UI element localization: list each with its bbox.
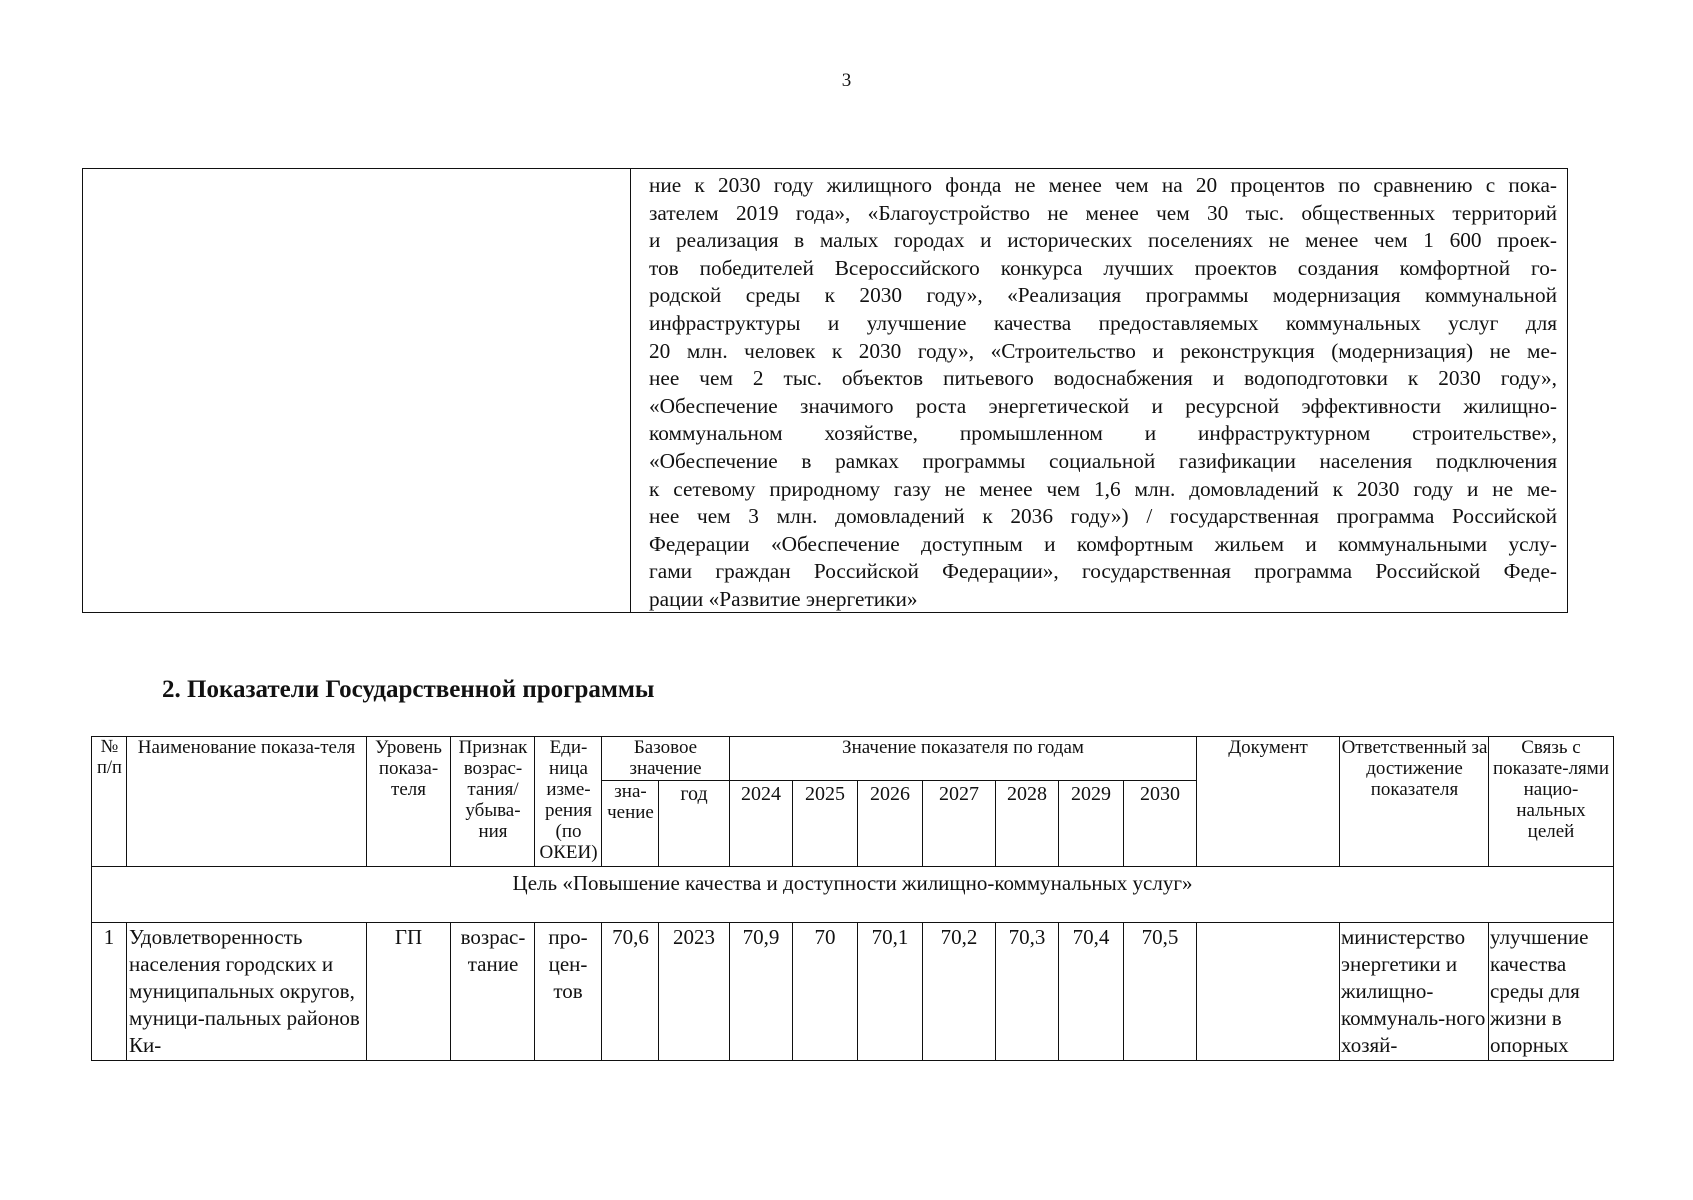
goal-row: Цель «Повышение качества и доступности жилищно-коммунальных услуг» — [92, 867, 1614, 923]
header-link: Связь с показате-лями нацио-нальных целей — [1489, 737, 1614, 867]
header-year: 2025 — [793, 781, 858, 867]
text-line: зателем 2019 года», «Благоустройство не менее чем 30 тыс. общественных территорий — [649, 200, 1557, 225]
text-line: Федерации «Обеспечение доступным и комфортным жильем и коммунальными услу- — [649, 531, 1557, 556]
header-responsible: Ответственный за достижение показателя — [1340, 737, 1489, 867]
row-num: 1 — [92, 923, 127, 1061]
header-year: 2024 — [730, 781, 793, 867]
row-link: улучшение качества среды для жизни в опорных — [1489, 923, 1614, 1061]
text-line: «Обеспечение значимого роста энергетической и ресурсной эффективности жилищно- — [649, 393, 1557, 418]
header-year: 2027 — [923, 781, 996, 867]
text-line: тов победителей Всероссийского конкурса лучших проектов создания комфортной го- — [649, 255, 1557, 280]
row-value-2027: 70,2 — [923, 923, 996, 1061]
text-line: ние к 2030 году жилищного фонда не менее чем на 20 процентов по сравнению с пока- — [649, 173, 1557, 197]
row-value-2028: 70,3 — [996, 923, 1059, 1061]
header-year: 2026 — [858, 781, 923, 867]
section-title: 2. Показатели Государственной программы — [162, 676, 655, 703]
header-unit: Еди-ница изме-рения (по ОКЕИ) — [535, 737, 602, 867]
header-trend: Признак возрас-тания/ убыва-ния — [451, 737, 535, 867]
row-value-2030: 70,5 — [1124, 923, 1197, 1061]
header-base-value: зна-чение — [602, 781, 659, 867]
row-trend: возрас-тание — [451, 923, 535, 1061]
row-document — [1197, 923, 1340, 1061]
row-name: Удовлетворенность населения городских и муниципальных округов, муници-пальных районов Ки- — [127, 923, 367, 1061]
row-value-2026: 70,1 — [858, 923, 923, 1061]
header-base: Базовое значение — [602, 737, 730, 781]
page-number: 3 — [841, 70, 852, 91]
row-value-2024: 70,9 — [730, 923, 793, 1061]
header-values-by-year: Значение показателя по годам — [730, 737, 1197, 781]
text-line: гами граждан Российской Федерации», государственная программа Российской Феде- — [649, 559, 1557, 584]
header-name: Наименование показа-теля — [127, 737, 367, 867]
row-level: ГП — [367, 923, 451, 1061]
text-line: инфраструктуры и улучшение качества предоставляемых коммунальных услуг для — [649, 310, 1557, 335]
header-level: Уровень показа-теля — [367, 737, 451, 867]
text-line: «Обеспечение в рамках программы социальной газификации населения подключения — [649, 448, 1557, 473]
row-base-value: 70,6 — [602, 923, 659, 1061]
row-value-2029: 70,4 — [1059, 923, 1124, 1061]
row-base-year: 2023 — [659, 923, 730, 1061]
header-base-year: год — [659, 781, 730, 867]
text-line: рации «Развитие энергетики» — [649, 586, 918, 611]
header-num: № п/п — [92, 737, 127, 867]
text-line: нее чем 2 тыс. объектов питьевого водоснабжения и водоподготовки к 2030 году», — [649, 366, 1557, 391]
table-column-divider — [630, 169, 631, 612]
row-value-2025: 70 — [793, 923, 858, 1061]
text-line: 20 млн. человек к 2030 году», «Строительство и реконструкция (модернизация) не ме- — [649, 338, 1557, 363]
table-row — [92, 923, 1614, 1061]
header-year: 2030 — [1124, 781, 1197, 867]
header-year: 2028 — [996, 781, 1059, 867]
continuation-table — [82, 168, 1568, 613]
row-responsible: министерство энергетики и жилищно-коммуналь-ного хозяй- — [1340, 923, 1489, 1061]
text-line: к сетевому природному газу не менее чем 1,6 млн. домовладений к 2030 году и не ме- — [649, 476, 1557, 501]
row-unit: про-цен-тов — [535, 923, 602, 1061]
header-year: 2029 — [1059, 781, 1124, 867]
header-document: Документ — [1197, 737, 1340, 867]
continuation-text — [649, 172, 1557, 614]
text-line: и реализация в малых городах и исторических поселениях не менее чем 1 600 проек- — [649, 228, 1557, 253]
text-line: родской среды к 2030 году», «Реализация программы модернизация коммунальной — [649, 283, 1557, 308]
indicators-table — [91, 736, 1614, 1061]
text-line: нее чем 3 млн. домовладений к 2036 году») / государственная программа Российской — [649, 504, 1557, 529]
text-line: коммунальном хозяйстве, промышленном и инфраструктурном строительстве», — [649, 421, 1557, 446]
